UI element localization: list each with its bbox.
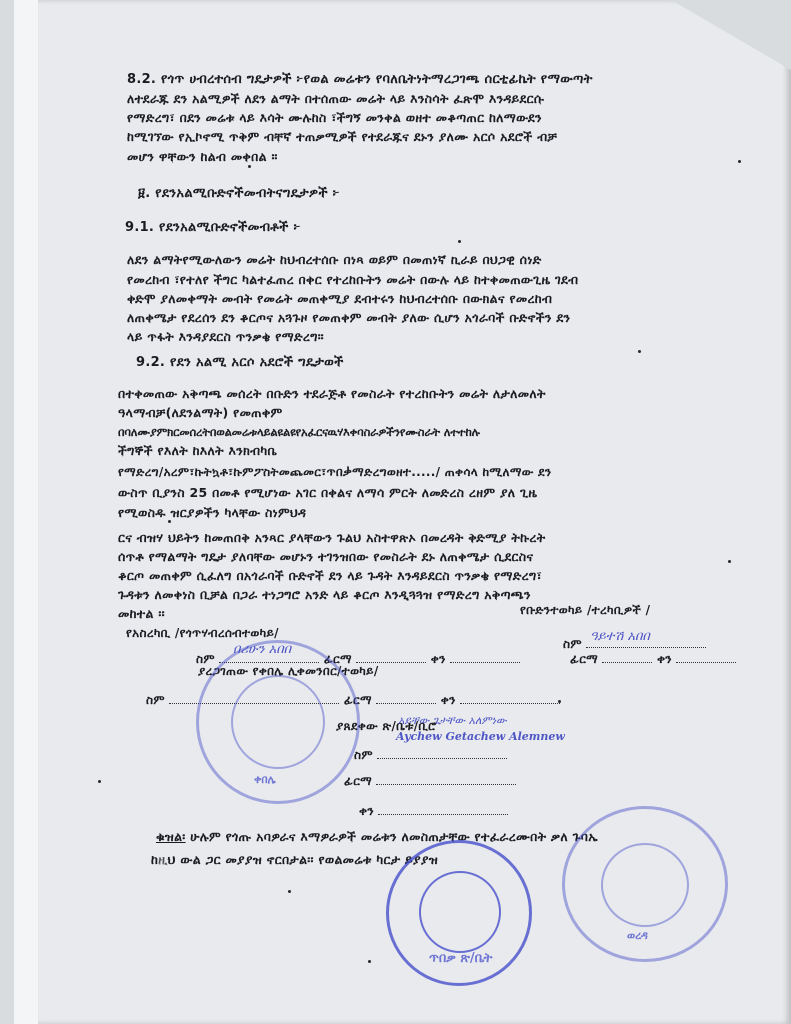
left-signature-line [356, 662, 426, 663]
right-name-label: ስም [563, 637, 582, 651]
speck [458, 240, 461, 243]
witness-date-line [378, 814, 508, 815]
approver-date-label: ቀን [440, 693, 456, 707]
section-9-2-line-1: በተቀመጠው አቅጣጫ መሰረት በቡድን ተደራጅቶ የመስራት የተረከቡትን መሬት ለታለመለት [118, 386, 546, 401]
stamp-round-right [562, 806, 728, 962]
right-signature-label: ፊርማ [570, 652, 598, 666]
left-name-handwriting: በሪሁን አበበ [233, 642, 292, 657]
right-name-line [586, 647, 706, 648]
right-date-line [676, 662, 736, 663]
section-9-2-line-7: የሚወስዱ ዝርያዎችን ካላቸው ስነምህዳ [118, 505, 307, 520]
speck [558, 700, 561, 703]
witness-title: ያጸደቀው ጽ/ቤቱ/ቢሮ [336, 719, 437, 733]
witness-name-english: Aychew Getachew Alemnew [396, 730, 565, 743]
stamp-inner-ring [419, 871, 501, 953]
stamp-bottom-text: ጥበቃ ጽ/ቤት [429, 951, 493, 966]
witness-name-label: ስም [354, 748, 373, 762]
witness-signature-line [376, 784, 516, 785]
note-line-1 [156, 829, 598, 845]
section-9-2-line-5: የማድረግ/አረም፣ኩትኳቶ፣ኩምፖስትመጨመር፣ጥበቃማድረግወዘተ...../ ጠቀሳላ ከሚለማው ደን [118, 465, 552, 479]
stamp-inner-ring [601, 843, 689, 927]
section-9-1-line-4: ለጠቀሜታ የደረሰን ደን ቆርጦና አጓጉዞ የመጠቀም መብት ያለው ሲሆን አጎራባች ቡድኖችን ደን [127, 310, 571, 325]
witness-name-row [354, 748, 507, 763]
approver-signature-line [376, 703, 436, 704]
speck [168, 520, 171, 523]
left-date-line [450, 662, 520, 663]
section-8-2-line-4: ከሚገኘው የኢኮኖሚ ጥቅም ብቸኛ ተጠቃሚዎች የተደራጁና ደኑን ያለሙ አርሶ አደሮች ብቻ [127, 129, 558, 144]
section-9-2-line-11: ጉዳቱን ለመቀነስ ቢቻል በጋራ ተነጋግሮ አንድ ላይ ቆርጦ እንዲጓጓዝ የማድረግ አቅጣጫን [118, 587, 531, 602]
witness-name-amharic: አይቸው ጌታቸው አለምነው [398, 714, 507, 727]
stamp-round-bottom-center [386, 840, 532, 986]
section-8-2-line-1: 8.2. የጎጥ ሀብረተሰብ ግዴታዎች ፦የወል መሬቱን የባለቤትነትማረጋገጫ ሰርቲፊኬት የማውጣት [127, 72, 593, 87]
section-9-2-line-8: ርና ብዝሃ ህይትን ከመጠበቅ አንጻር ያላቸውን ጉልህ አስተዋጽኦ በመረዳት ቅድሚያ ትኩረት [118, 530, 546, 545]
note-text-1: ሁሉም የጎጡ አባዎራና እማዎራዎች መሬቱን ለመስጠታቸው የተፈራረሙበት ቃለ ጉባኤ [190, 829, 598, 844]
witness-name-line [377, 758, 507, 759]
speck [728, 560, 731, 563]
witness-date-label: ቀን [359, 804, 374, 818]
section-9-1-line-1: ለደን ልማትየሚውለውን መሬት ከህብረተሰቡ በነጻ ወይም በመጠነኛ ኪራይ በህጋዊ ሰነድ [127, 252, 542, 267]
approver-date-line [460, 703, 560, 704]
section-9-2-line-12: መከተል ፡፡ [118, 606, 165, 621]
section-9-2-line-6: ውስጥ ቢያንስ 25 በመቶ የሚሆነው አገር በቀልና ለማሳ ምርት ለመድረስ ረዘም ያለ ጊዜ [118, 485, 538, 500]
note-line-2: ከዚህ ውል ጋር መያያዝ ኖርበታል፡፡ የወልመሬቱ ካርታ ይያያዝ [151, 852, 439, 867]
right-date-label: ቀን [656, 652, 672, 666]
left-name-label: ስም [196, 652, 215, 666]
witness-signature-label: ፊርማ [344, 774, 372, 788]
right-name-handwriting: ዓይተሽ አበበ [590, 629, 650, 644]
section-9-2-line-2: ዓላማብቻ(ለደንልማት) የመጠቀም [118, 405, 283, 420]
section-9-1-title: 9.1. የደንአልሚቡድኖችመብቶች ፦ [125, 220, 301, 235]
section-9-2-title: 9.2. የደን አልሚ አርሶ አደሮች ግዴታወች [136, 355, 344, 370]
approver-signature-label: ፊርማ [343, 693, 372, 707]
section-9-title: ፱. የደንአልሚቡድኖችመብትናግዴታዎች ፦ [138, 186, 340, 201]
section-9-1-line-2: የመረከብ ፣የተለየ ችግር ካልተፈጠረ በቀር የተረከቡትን መሬት በውሉ ላይ ከተቀመጠውጊዜ ገደብ [127, 272, 579, 287]
section-9-2-line-9: ሰጥቶ የማልማት ግዴታ ያለባቸው መሆኑን ተገንዝበው የመስራት ደኑ ለጠቀሜታ ሲደርስና [118, 549, 534, 564]
speck [288, 890, 291, 893]
section-9-2-line-10: ቆርጦ መጠቀም ሲፈለግ በአጎራባች ቡድኖች ደን ላይ ጉዳት እንዳይደርስ ጥንቃቄ የማድረግ፣ [118, 568, 542, 583]
speck [638, 350, 641, 353]
section-8-2-line-2: ለተደራጁ ደን አልሚዎች ለደን ልማት በተሰጠው መሬት ላይ እንስሳት ፈጽሞ እንዳይደርሱ [127, 91, 545, 106]
document-page [38, 0, 791, 1024]
approver-name-label: ስም [146, 693, 165, 707]
speck [98, 780, 101, 783]
section-9-2-line-4: ችግኞች የእለት ከእለት እንክብካቤ [118, 443, 278, 458]
speck [738, 160, 741, 163]
approver-title: ያረጋገጠው የቀበሌ ሊቀመንበር/ተወካይ/ [198, 664, 379, 678]
page-corner-fold [671, 0, 791, 70]
witness-signature-row [344, 774, 516, 789]
section-9-2-line-3: በባለሙያምክርመሰረትበወልመሬቱላይልዩልዩየአፈርናዉሃእቀባስራዎችንየሙስራት ለተተከሉ [118, 425, 480, 439]
left-signatory-title: የአስረካቢ /የጎጥሃብረሰብተወካይ/ [126, 626, 279, 640]
left-signature-label: ፊርማ [323, 652, 352, 666]
speck [248, 165, 251, 168]
stamp-inner-ring [231, 675, 325, 769]
section-9-1-line-5: ላይ ጥፋት እንዳያደርስ ጥንቃቄ የማድረግ። [127, 329, 324, 344]
right-sign-row [570, 652, 736, 667]
right-signature-line [602, 662, 652, 663]
section-8-2-line-3: የማድረግ፣ በደን መሬቱ ላይ እሳት ሙሉከስ ፣ችግኝ መንቀል ወዘተ መቆጣጠር ከለማውደን [127, 110, 542, 125]
section-8-2-line-5: መሆን ዋቸውን ከልብ መቀበል ። [127, 149, 278, 164]
witness-date-row [359, 804, 508, 819]
stamp-round-left [196, 640, 360, 804]
section-9-1-line-3: ቀድሞ ያለመቀማት መብት የመሬት መጠቀሚያ ደብተሩን ከህብረተሰቡ በውክልና የመረከብ [127, 291, 553, 306]
right-signatory-title: የቡድንተወካይ /ተረካቢዎች / [520, 603, 651, 617]
stamp-left-text: ቀበሌ [254, 773, 276, 786]
speck [368, 960, 371, 963]
note-label: ቁዝል፡ [156, 829, 186, 844]
stamp-right-text: ወረዳ [627, 929, 648, 942]
left-date-label: ቀን [430, 652, 446, 666]
